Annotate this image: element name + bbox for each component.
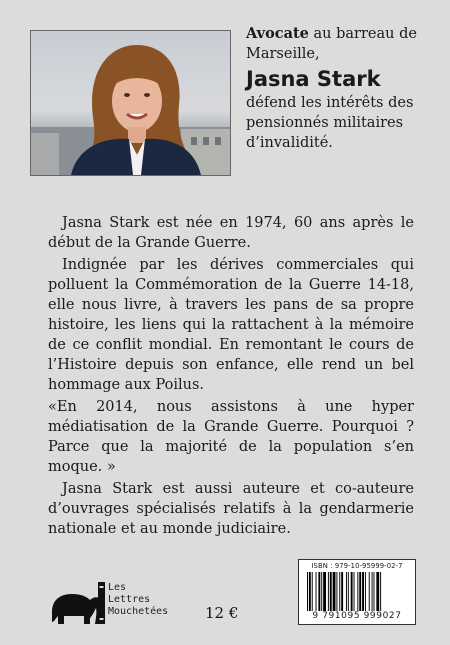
publisher-line-2: Lettres bbox=[108, 594, 151, 605]
back-cover-text bbox=[48, 213, 414, 539]
publisher-line-3: Mouchetées bbox=[108, 606, 169, 617]
paragraph-birth: Jasna Stark est née en 1974, 60 ans après le début de la Grande Guerre. bbox=[48, 215, 414, 251]
barcode-bar bbox=[357, 572, 358, 612]
author-photo bbox=[30, 30, 231, 176]
barcode-bar bbox=[351, 572, 353, 612]
isbn-number: ISBN : 979-10-95999-02-7 bbox=[311, 562, 403, 570]
barcode-bar bbox=[328, 572, 329, 612]
barcode-bar bbox=[312, 572, 313, 612]
barcode-bar bbox=[376, 572, 379, 612]
barcode-bar bbox=[374, 572, 375, 612]
paragraph-bibliography: Jasna Stark est aussi auteure et co-auteure d’ouvrages spécialisés relatifs à la gendarmerie nationale et au monde judiciaire. bbox=[48, 481, 414, 537]
barcode-bar bbox=[346, 572, 347, 612]
barcode-bar bbox=[318, 572, 320, 612]
barcode-bar bbox=[323, 572, 326, 612]
author-name: Jasna Stark bbox=[246, 67, 381, 91]
barcode-bar bbox=[354, 572, 355, 612]
barcode-bar bbox=[339, 572, 340, 612]
barcode-bar bbox=[316, 572, 317, 612]
barcode-bar bbox=[336, 572, 337, 612]
paragraph-quote: «En 2014, nous assistons à une hyper médiatisation de la Grande Guerre. Pourquoi ? Parce que la majorité de la population s’en moque. » bbox=[48, 399, 414, 475]
barcode-bar bbox=[362, 572, 364, 612]
barcode-bar bbox=[330, 572, 332, 612]
author-role-bold: Avocate bbox=[246, 25, 309, 42]
publisher-name bbox=[108, 582, 168, 618]
isbn-barcode bbox=[298, 559, 416, 625]
author-role-rest: au barreau de Marseille, bbox=[246, 26, 417, 62]
barcode-bar bbox=[372, 572, 373, 612]
barcode-bar bbox=[307, 572, 308, 612]
barcode-bar bbox=[333, 572, 336, 612]
barcode-bar bbox=[369, 572, 370, 612]
barcode-bar bbox=[359, 572, 361, 612]
barcode-bar bbox=[365, 572, 366, 612]
barcode-bars bbox=[303, 572, 411, 612]
author-intro bbox=[246, 24, 438, 153]
barcode-bar bbox=[309, 572, 311, 612]
barcode-bar bbox=[348, 572, 349, 612]
barcode-bar bbox=[341, 572, 343, 612]
barcode-bar bbox=[380, 572, 381, 612]
paragraph-summary: Indignée par les dérives commerciales qui polluent la Commémoration de la Guerre 14-18, elle nous livre, à travers les pans de sa propre histoire, les liens qui la rattachent à la mémoire de ce conflit mondial. En remontant le cours de l’Histoire depuis son enfance, elle rend un bel hommage aux Poilus. bbox=[48, 257, 414, 393]
publisher-line-1: Les bbox=[108, 582, 127, 593]
author-description: défend les intérêts des pensionnés militaires d’invalidité. bbox=[246, 95, 414, 151]
price: 12 € bbox=[205, 604, 239, 622]
barcode-bar bbox=[321, 572, 322, 612]
barcode-digits: 9 791095 999027 bbox=[301, 611, 413, 621]
